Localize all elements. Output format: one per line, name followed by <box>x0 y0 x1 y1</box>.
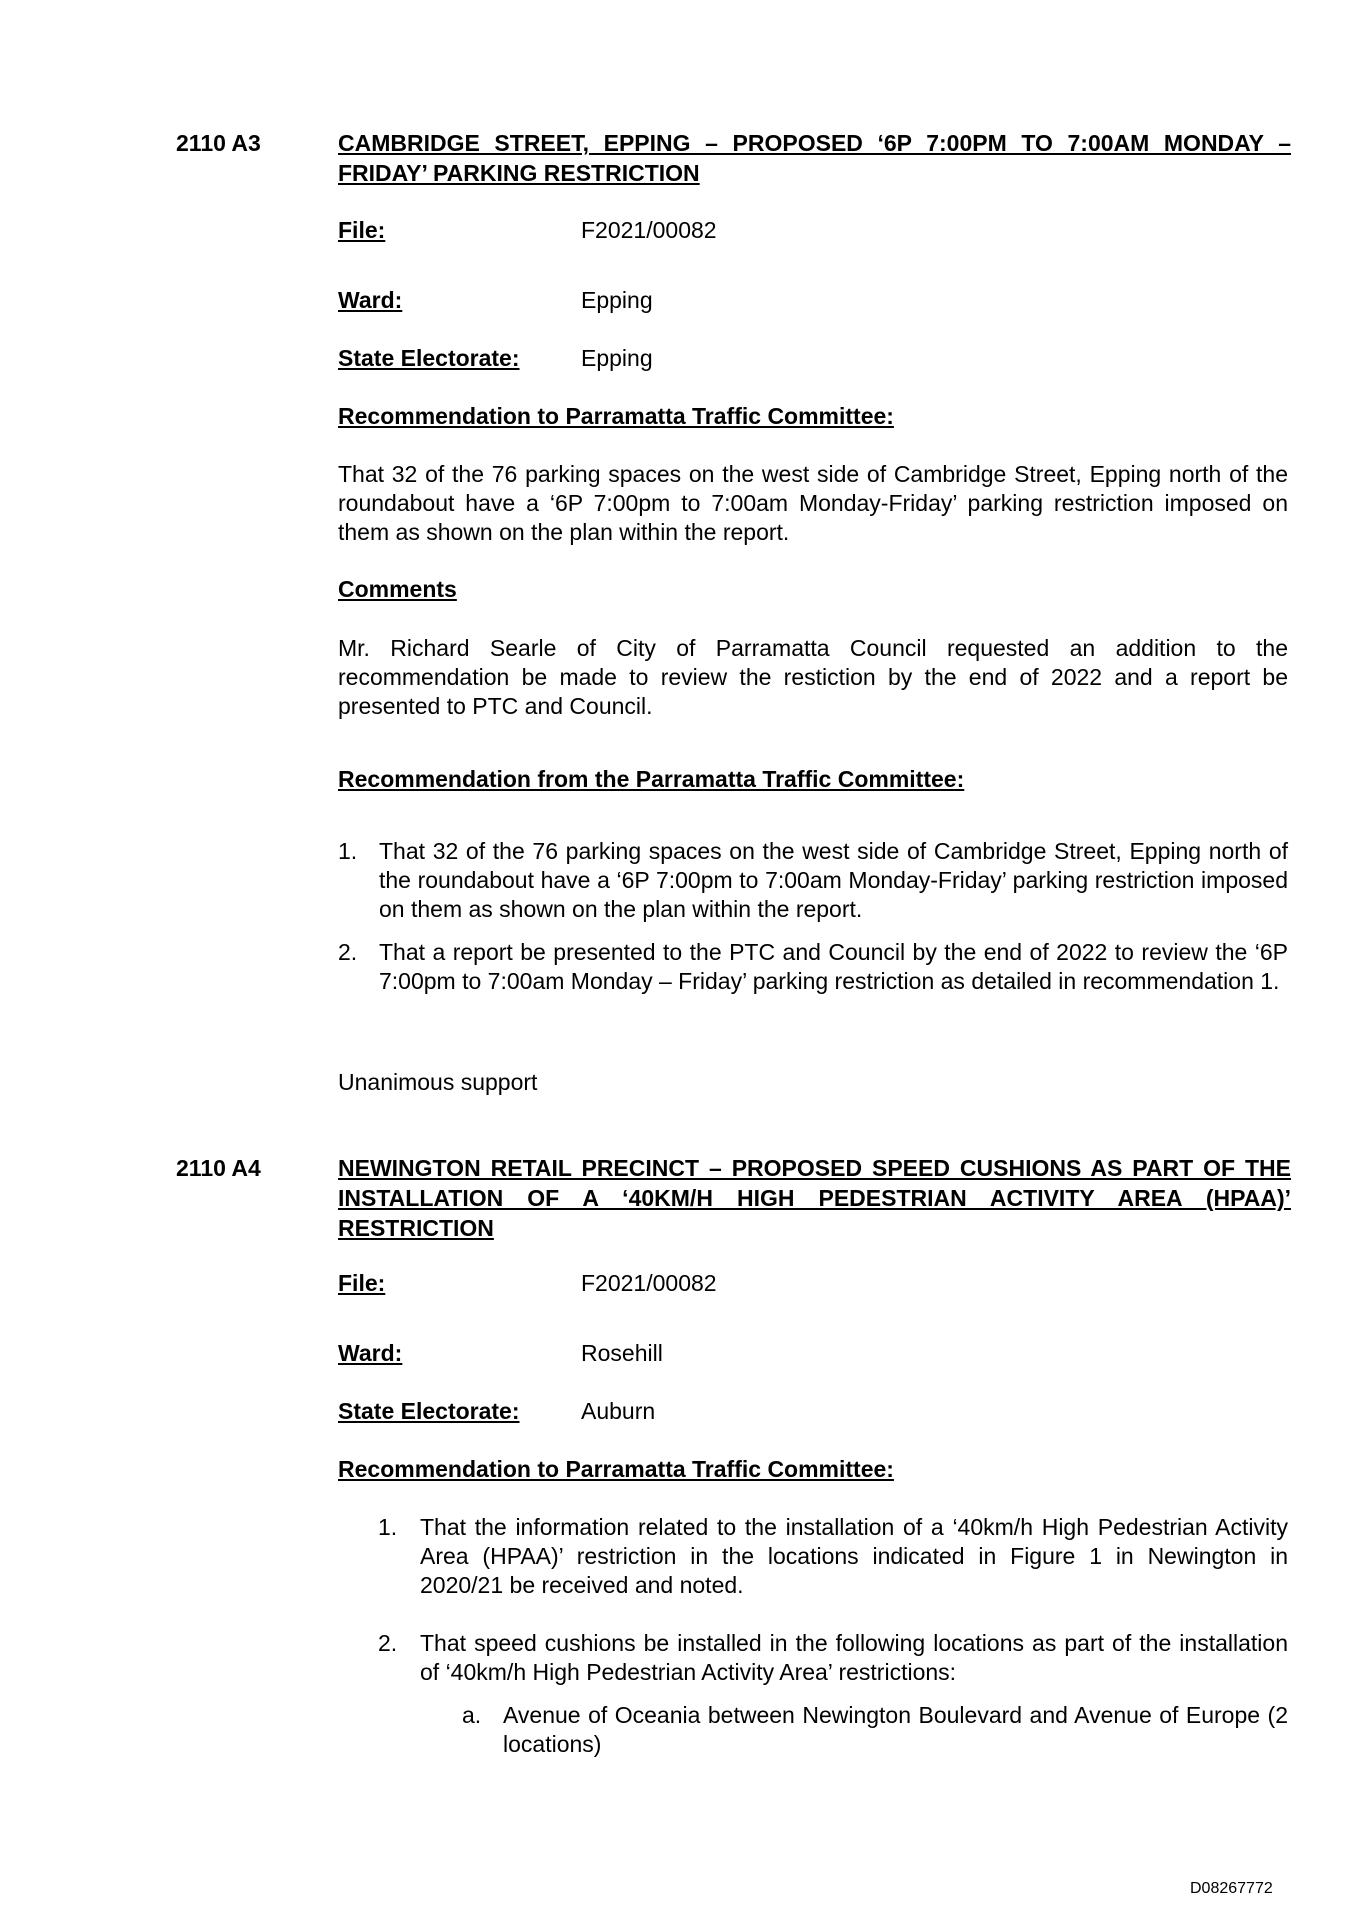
item-a4-file-label: File: <box>338 1270 386 1296</box>
item-a4-title: NEWINGTON RETAIL PRECINCT – PROPOSED SPEED CUSHIONS AS PART OF THE INSTALLATION OF A ‘40KM/H HIGH PEDESTRIAN ACTIVITY AREA (HPAA)’ RESTRICTION <box>338 1155 1291 1241</box>
item-a4-electorate-label: State Electorate: <box>338 1398 520 1424</box>
sub-list-item-text: Avenue of Oceania between Newington Boulevard and Avenue of Europe (2 locations) <box>503 1702 1288 1757</box>
document-id: D08267772 <box>1190 1880 1273 1897</box>
list-item-number: 1. <box>378 1514 398 1540</box>
item-a4-ward-value: Rosehill <box>581 1340 663 1366</box>
list-item-text: That 32 of the 76 parking spaces on the west side of Cambridge Street, Epping north of the roundabout have a ‘6P 7:00pm to 7:00am Monday-Friday’ parking restriction imposed on them as shown on the plan within the report. <box>379 838 1288 922</box>
item-a4-electorate-value: Auburn <box>581 1398 656 1424</box>
item-a3-comments-text: Mr. Richard Searle of City of Parramatta Council requested an addition to the recommendation be made to review the restiction by the end of 2022 and a report be presented to PTC and Council. <box>338 635 1288 719</box>
list-item-number: 2. <box>378 1630 398 1656</box>
item-a3-rec-to-text: That 32 of the 76 parking spaces on the west side of Cambridge Street, Epping north of the roundabout have a ‘6P 7:00pm to 7:00am Monday-Friday’ parking restriction imposed on them as shown on the plan within the report. <box>338 461 1288 545</box>
list-item-text: That the information related to the installation of a ‘40km/h High Pedestrian Activity Area (HPAA)’ restriction in the locations indicated in Figure 1 in Newington in 2020/21 be received and noted. <box>420 1514 1288 1598</box>
item-a4-rec-to-heading: Recommendation to Parramatta Traffic Committee: <box>338 1456 894 1482</box>
item-a3-file-label: File: <box>338 217 386 243</box>
list-item-text: That speed cushions be installed in the following locations as part of the installation of ‘40km/h High Pedestrian Activity Area’ restrictions: <box>420 1630 1288 1685</box>
item-a3-ward-value: Epping <box>581 287 653 313</box>
sub-list-item-letter: a. <box>462 1702 482 1728</box>
item-a3-comments-heading: Comments <box>338 576 457 602</box>
item-a3-rec-from-heading: Recommendation from the Parramatta Traffic Committee: <box>338 766 965 792</box>
item-a4-number: 2110 A4 <box>176 1155 261 1181</box>
list-item-number: 1. <box>338 838 358 864</box>
list-item <box>338 938 1288 996</box>
item-a3-rec-to-heading: Recommendation to Parramatta Traffic Committee: <box>338 403 894 429</box>
item-a3-file-value: F2021/00082 <box>581 217 717 243</box>
item-a3-electorate-label: State Electorate: <box>338 345 520 371</box>
item-a3-title: CAMBRIDGE STREET, EPPING – PROPOSED ‘6P 7:00PM TO 7:00AM MONDAY – FRIDAY’ PARKING RESTRICTION <box>338 130 1291 186</box>
item-a4-file-value: F2021/00082 <box>581 1270 717 1296</box>
item-a4-ward-label: Ward: <box>338 1340 403 1366</box>
list-item <box>378 1513 1288 1600</box>
item-a3-number: 2110 A3 <box>176 130 261 156</box>
item-a3-outcome: Unanimous support <box>338 1069 538 1095</box>
sub-list-item <box>462 1701 1288 1759</box>
item-a3-ward-label: Ward: <box>338 287 403 313</box>
list-item-text: That a report be presented to the PTC and Council by the end of 2022 to review the ‘6P 7:00pm to 7:00am Monday – Friday’ parking restriction as detailed in recommendation 1. <box>379 939 1288 994</box>
list-item <box>338 837 1288 924</box>
list-item-number: 2. <box>338 939 358 965</box>
item-a3-electorate-value: Epping <box>581 345 653 371</box>
list-item <box>378 1629 1288 1687</box>
